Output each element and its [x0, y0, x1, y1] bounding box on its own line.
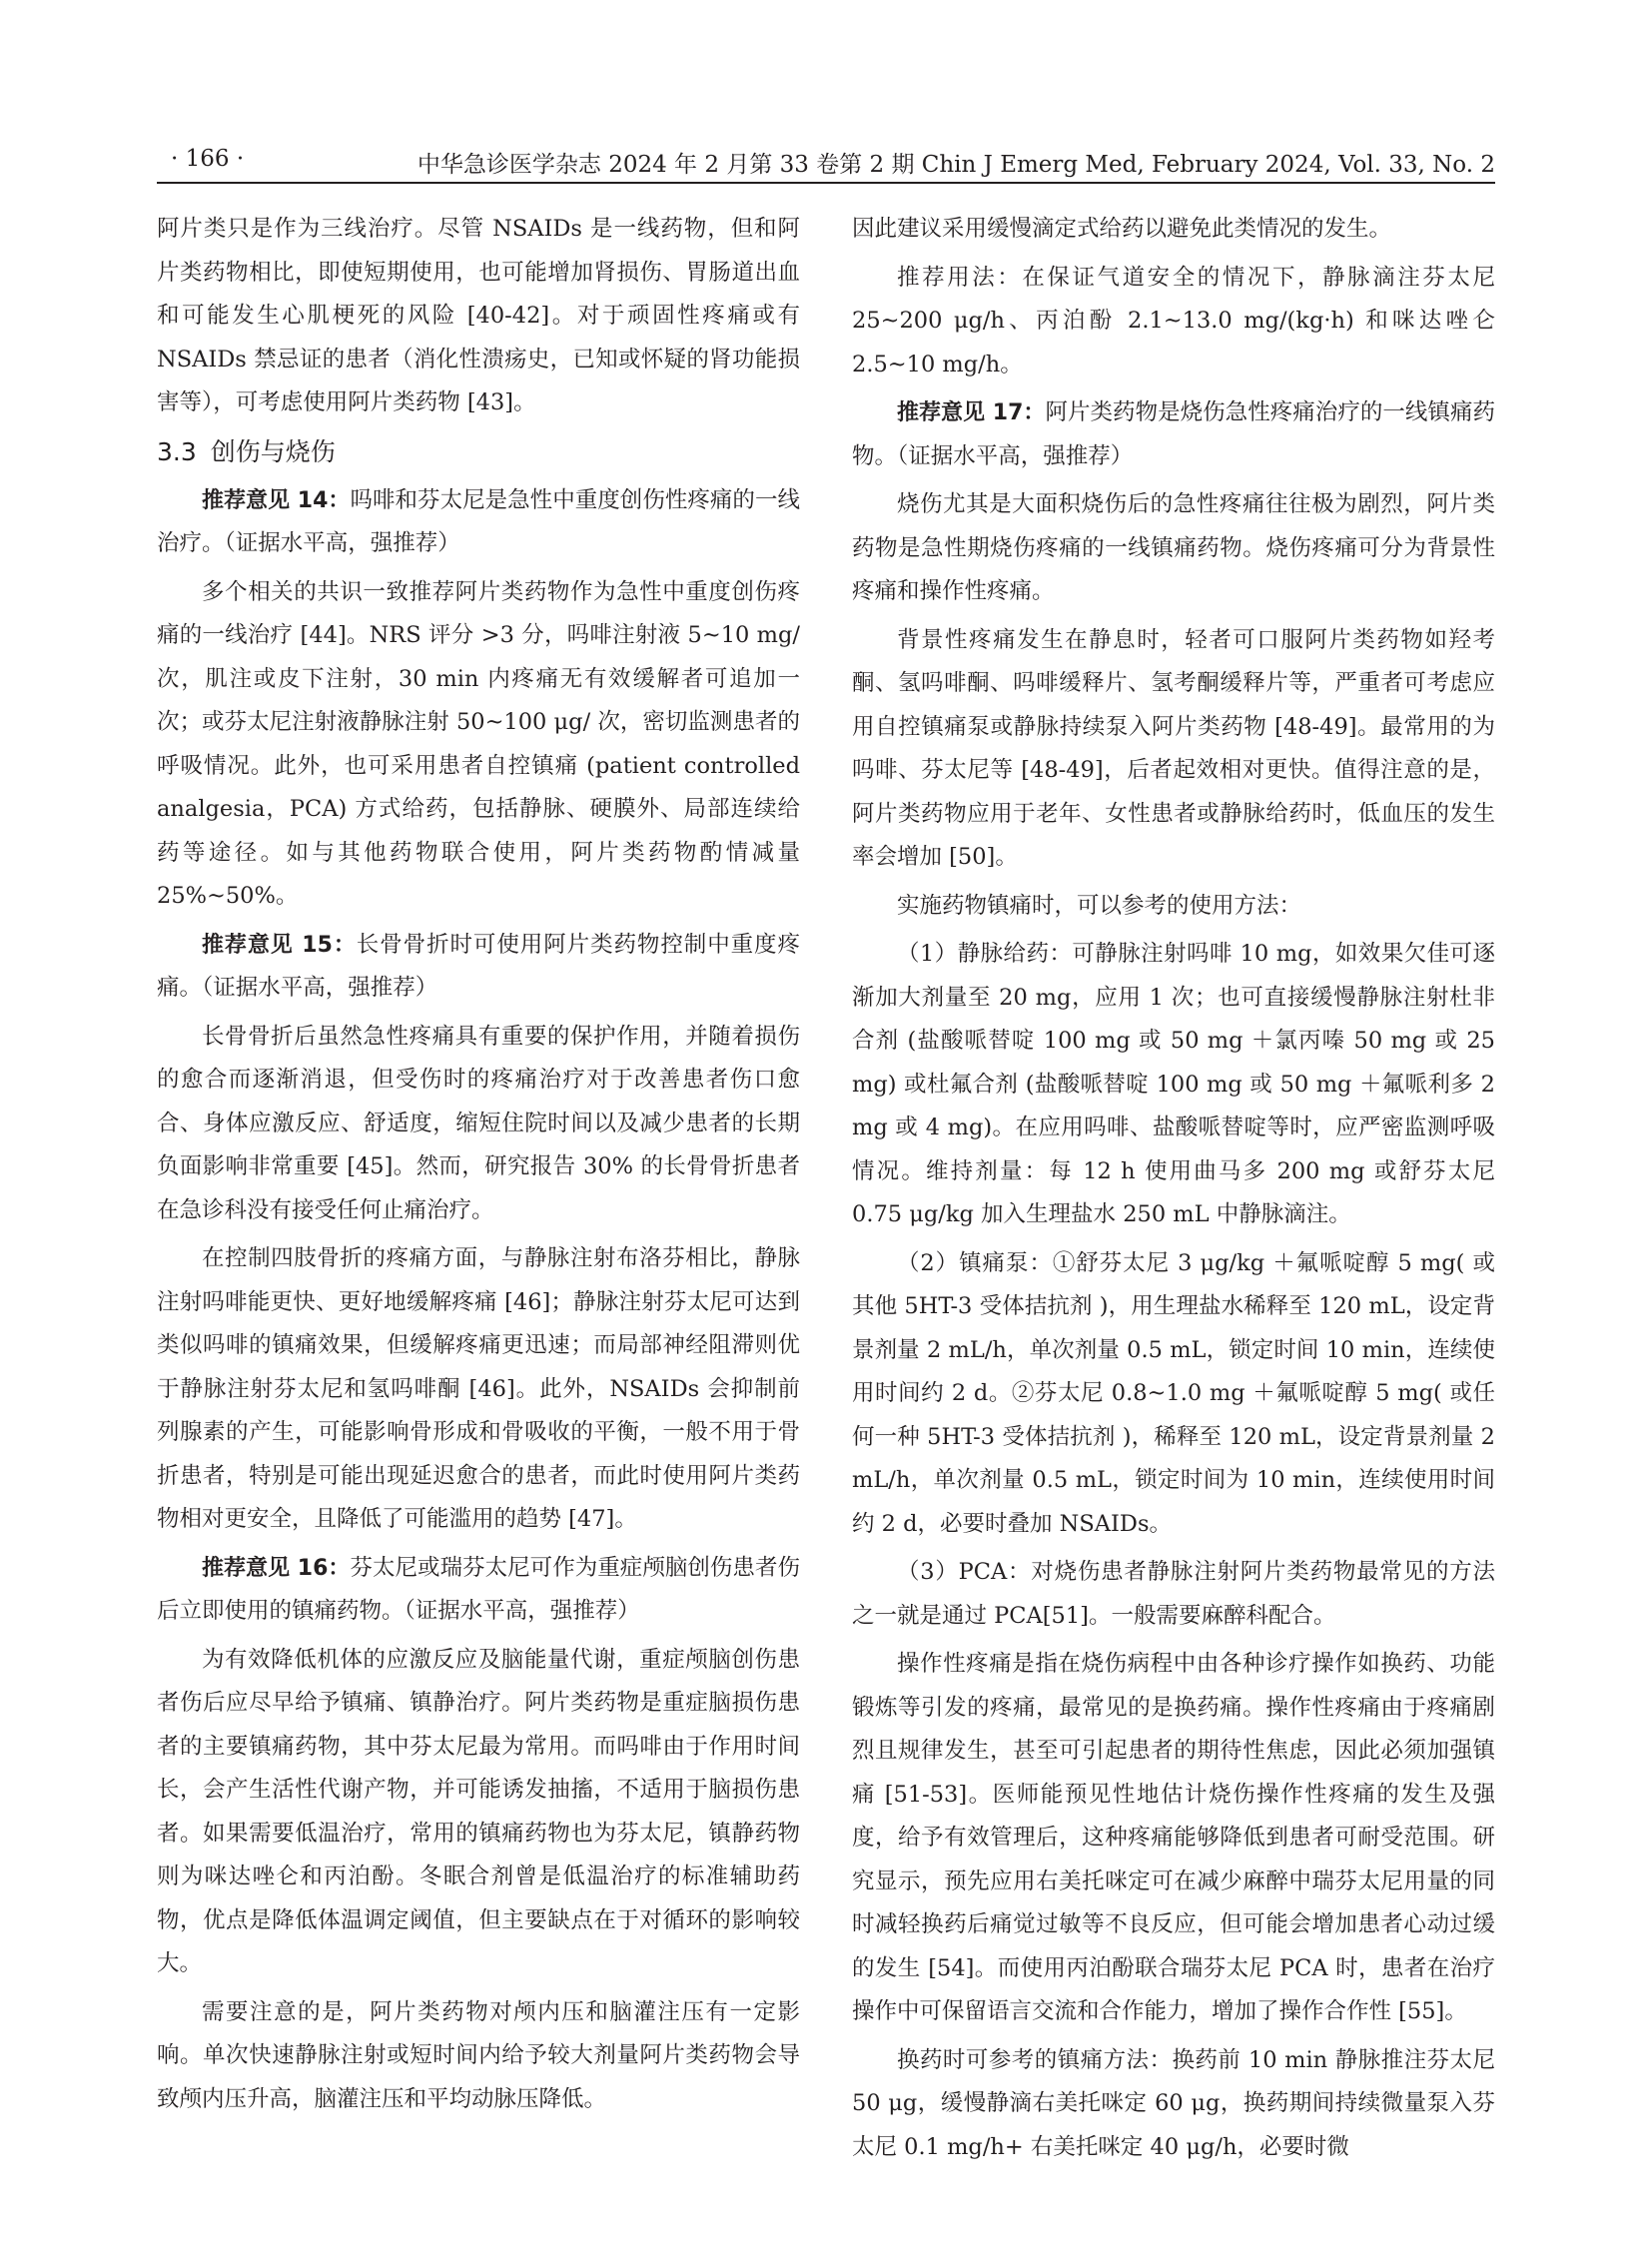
running-header: [157, 142, 1495, 184]
left-column: [157, 208, 800, 2126]
paragraph: （1）静脉给药：可静脉注射吗啡 10 mg，如效果欠佳可逐渐加大剂量至 20 mg，应用 1 次；也可直接缓慢静脉注射杜非合剂 (盐酸哌替啶 100 mg 或 50 mg ＋氯丙嗪 50 mg 或 25 mg) 或杜氟合剂 (盐酸哌替啶 100 mg 或 50 mg ＋氟哌利多 2 mg 或 4 mg)。在应用吗啡、盐酸哌替啶等时，应严密监测呼吸情况。维持剂量：每 12 h 使用曲马多 200 mg 或舒芬太尼 0.75 μg/kg 加入生理盐水 250 mL 中静脉滴注。: [852, 941, 1495, 1227]
recommendation-text: 长骨骨折时可使用阿片类药物控制中重度疼痛。（证据水平高，强推荐）: [157, 931, 800, 1001]
recommendation-16: [157, 1547, 800, 1634]
recommendation-label: 推荐意见 17：: [897, 400, 1046, 425]
page-number: · 166 ·: [171, 146, 245, 172]
paragraph: 实施药物镇痛时，可以参考的使用方法：: [897, 892, 1302, 919]
section-title: 创伤与烧伤: [210, 436, 336, 466]
recommendation-label: 推荐意见 15：: [202, 932, 357, 958]
paragraph: 阿片类只是作为三线治疗。尽管 NSAIDs 是一线药物，但和阿片类药物相比，即使短期使用，也可能增加肾损伤、胃肠道出血和可能发生心肌梗死的风险 [40-42]。对于顽固性疼痛或有 NSAIDs 禁忌证的患者（消化性溃疡史，已知或怀疑的肾功能损害等），可考虑使用阿片类药物 [43]。: [157, 216, 800, 415]
paragraph: 需要注意的是，阿片类药物对颅内压和脑灌注压有一定影响。单次快速静脉注射或短时间内给予较大剂量阿片类药物会导致颅内压升高，脑灌注压和平均动脉压降低。: [157, 1998, 800, 2112]
recommendation-label: 推荐意见 14：: [202, 487, 351, 513]
recommendation-15: [157, 924, 800, 1011]
section-heading: [157, 430, 800, 473]
paragraph: 为有效降低机体的应激反应及脑能量代谢，重症颅脑创伤患者伤后应尽早给予镇痛、镇静治疗。阿片类药物是重症脑损伤患者的主要镇痛药物，其中芬太尼最为常用。而吗啡由于作用时间长，会产生活性代谢产物，并可能诱发抽搐，不适用于脑损伤患者。如果需要低温治疗，常用的镇痛药物也为芬太尼，镇静药物则为咪达唑仑和丙泊酚。冬眠合剂曾是低温治疗的标准辅助药物，优点是降低体温调定阈值，但主要缺点在于对循环的影响较大。: [157, 1646, 800, 1976]
paragraph: 因此建议采用缓慢滴定式给药以避免此类情况的发生。: [852, 216, 1392, 242]
paragraph: 操作性疼痛是指在烧伤病程中由各种诊疗操作如换药、功能锻炼等引发的疼痛，最常见的是换药痛。操作性疼痛由于疼痛剧烈且规律发生，甚至可引起患者的期待性焦虑，因此必须加强镇痛 [51-53]。医师能预见性地估计烧伤操作性疼痛的发生及强度，给予有效管理后，这种疼痛能够降低到患者可耐受范围。研究显示，预先应用右美托咪定可在减少麻醉中瑞芬太尼用量的同时减轻换药后痛觉过敏等不良反应，但可能会增加患者心动过缓的发生 [54]。而使用丙泊酚联合瑞芬太尼 PCA 时，患者在治疗操作中可保留语言交流和合作能力，增加了操作合作性 [55]。: [852, 1651, 1495, 2024]
journal-citation: 中华急诊医学杂志 2024 年 2 月第 33 卷第 2 期 Chin J Emerg Med, February 2024, Vol. 33, No. 2: [416, 152, 1495, 178]
recommendation-text: 吗啡和芬太尼是急性中重度创伤性疼痛的一线治疗。（证据水平高，强推荐）: [157, 486, 800, 556]
right-column: [852, 208, 1495, 2174]
paragraph: 背景性疼痛发生在静息时，轻者可口服阿片类药物如羟考酮、氢吗啡酮、吗啡缓释片、氢考酮缓释片等，严重者可考虑应用自控镇痛泵或静脉持续泵入阿片类药物 [48-49]。最常用的为吗啡、芬太尼等 [48-49]，后者起效相对更快。值得注意的是，阿片类药物应用于老年、女性患者或静脉给药时，低血压的发生率会增加 [50]。: [852, 626, 1495, 870]
paragraph: 在控制四肢骨折的疼痛方面，与静脉注射布洛芬相比，静脉注射吗啡能更快、更好地缓解疼痛 [46]；静脉注射芬太尼可达到类似吗啡的镇痛效果，但缓解疼痛更迅速；而局部神经阻滞则优于静脉注射芬太尼和氢吗啡酮 [46]。此外，NSAIDs 会抑制前列腺素的产生，可能影响骨形成和骨吸收的平衡，一般不用于骨折患者，特别是可能出现延迟愈合的患者，而此时使用阿片类药物相对更安全，且降低了可能滥用的趋势 [47]。: [157, 1245, 800, 1532]
paragraph: 换药时可参考的镇痛方法：换药前 10 min 静脉推注芬太尼 50 μg，缓慢静滴右美托咪定 60 μg，换药期间持续微量泵入芬太尼 0.1 mg/h+ 右美托咪定 40 μg/h，必要时微: [852, 2046, 1495, 2160]
paragraph: （3）PCA：对烧伤患者静脉注射阿片类药物最常见的方法之一就是通过 PCA[51]。一般需要麻醉科配合。: [852, 1559, 1495, 1629]
paragraph: 多个相关的共识一致推荐阿片类药物作为急性中重度创伤疼痛的一线治疗 [44]。NRS 评分 >3 分，吗啡注射液 5~10 mg/ 次，肌注或皮下注射，30 min 内疼痛无有效缓解者可追加一次；或芬太尼注射液静脉注射 50~100 μg/ 次，密切监测患者的呼吸情况。此外，也可采用患者自控镇痛 (patient controlled analgesia，PCA) 方式给药，包括静脉、硬膜外、局部连续给药等途径。如与其他药物联合使用，阿片类药物酌情减量 25%~50%。: [157, 578, 800, 909]
paragraph: （2）镇痛泵：①舒芬太尼 3 μg/kg ＋氟哌啶醇 5 mg( 或其他 5HT-3 受体拮抗剂 )，用生理盐水稀释至 120 mL，设定背景剂量 2 mL/h，单次剂量 0.5 mL，锁定时间 10 min，连续使用时间约 2 d。②芬太尼 0.8~1.0 mg ＋氟哌啶醇 5 mg( 或任何一种 5HT-3 受体拮抗剂 )，稀释至 120 mL，设定背景剂量 2 mL/h，单次剂量 0.5 mL，锁定时间为 10 min，连续使用时间约 2 d，必要时叠加 NSAIDs。: [852, 1249, 1495, 1537]
recommendation-label: 推荐意见 16：: [202, 1555, 351, 1581]
paragraph: 烧伤尤其是大面积烧伤后的急性疼痛往往极为剧烈，阿片类药物是急性期烧伤疼痛的一线镇痛药物。烧伤疼痛可分为背景性疼痛和操作性疼痛。: [852, 491, 1495, 604]
recommendation-17: [852, 391, 1495, 478]
recommendation-text: 芬太尼或瑞芬太尼可作为重症颅脑创伤患者伤后立即使用的镇痛药物。（证据水平高，强推荐）: [157, 1554, 800, 1624]
recommendation-text: 阿片类药物是烧伤急性疼痛治疗的一线镇痛药物。（证据水平高，强推荐）: [852, 399, 1495, 469]
paragraph: 推荐用法：在保证气道安全的情况下，静脉滴注芬太尼 25~200 μg/h、丙泊酚 2.1~13.0 mg/(kg·h) 和咪达唑仑 2.5~10 mg/h。: [852, 264, 1495, 377]
paragraph: 长骨骨折后虽然急性疼痛具有重要的保护作用，并随着损伤的愈合而逐渐消退，但受伤时的疼痛治疗对于改善患者伤口愈合、身体应激反应、舒适度，缩短住院时间以及减少患者的长期负面影响非常重要 [45]。然而，研究报告 30% 的长骨骨折患者在急诊科没有接受任何止痛治疗。: [157, 1023, 800, 1223]
section-number: 3.3: [157, 436, 197, 466]
recommendation-14: [157, 479, 800, 566]
